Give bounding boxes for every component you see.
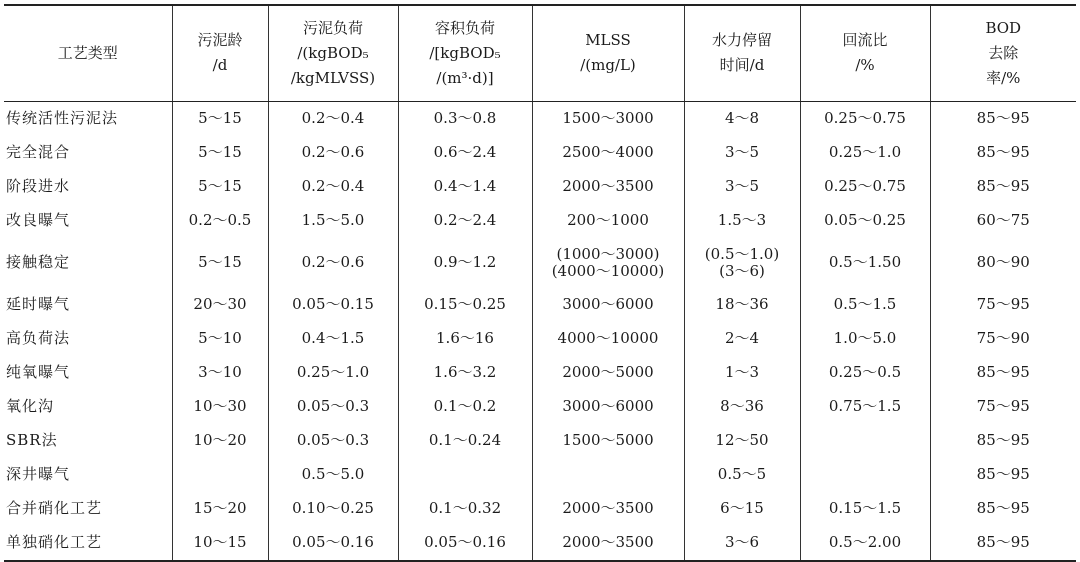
table-cell: 5～10 xyxy=(172,322,268,356)
table-cell: 10～30 xyxy=(172,390,268,424)
table-row xyxy=(4,136,1076,170)
process-type-cell: 阶段进水 xyxy=(6,177,71,195)
table-cell: 0.10～0.25 xyxy=(268,492,398,526)
table-cell: 85～95 xyxy=(930,356,1076,390)
table-cell: 0.25～0.5 xyxy=(800,356,930,390)
table-cell: 0.05～0.16 xyxy=(398,526,532,561)
table-cell: 0.4～1.4 xyxy=(398,170,532,204)
column-header-line: MLSS xyxy=(585,31,631,50)
process-parameter-table xyxy=(4,4,1076,562)
column-header xyxy=(532,5,684,101)
column-header-line: /kgMLVSS) xyxy=(290,68,376,87)
table-cell xyxy=(172,458,268,492)
table-cell: 18～36 xyxy=(684,288,800,322)
column-header xyxy=(4,5,172,101)
table-cell: 0.05～0.25 xyxy=(800,204,930,238)
column-header-line: /(m³·d)] xyxy=(436,68,494,87)
table-row xyxy=(4,458,1076,492)
process-type-cell: 高负荷法 xyxy=(6,329,71,347)
table-cell: 0.75～1.5 xyxy=(800,390,930,424)
table-cell: 5～15 xyxy=(172,170,268,204)
column-header-line: 回流比 xyxy=(842,31,888,50)
column-header-line: /% xyxy=(855,56,875,75)
table-cell: 1500～5000 xyxy=(532,424,684,458)
table-cell: 0.05～0.3 xyxy=(268,424,398,458)
process-type-cell: 延时曝气 xyxy=(6,295,71,313)
table-cell: 3～5 xyxy=(684,136,800,170)
table-cell: 15～20 xyxy=(172,492,268,526)
table-cell xyxy=(398,458,532,492)
table-body xyxy=(4,101,1076,561)
table-cell: 2000～3500 xyxy=(532,492,684,526)
column-header-line: /(kgBOD₅ xyxy=(297,43,369,62)
table-cell: 20～30 xyxy=(172,288,268,322)
table-cell: 8～36 xyxy=(684,390,800,424)
table-cell: 1500～3000 xyxy=(532,101,684,136)
table-cell: 0.4～1.5 xyxy=(268,322,398,356)
table-row xyxy=(4,356,1076,390)
table-cell: 0.1～0.32 xyxy=(398,492,532,526)
column-header-line: 污泥龄 xyxy=(197,31,243,50)
table-cell: 2000～3500 xyxy=(532,170,684,204)
table-cell: 6～15 xyxy=(684,492,800,526)
table-cell: 4～8 xyxy=(684,101,800,136)
table-cell: 0.2～0.4 xyxy=(268,101,398,136)
column-header-line: 工艺类型 xyxy=(57,43,118,62)
table-cell: 2～4 xyxy=(684,322,800,356)
column-header xyxy=(268,5,398,101)
process-type-cell: 接触稳定 xyxy=(6,253,71,271)
column-header xyxy=(800,5,930,101)
table-row xyxy=(4,492,1076,526)
process-type-cell: 合并硝化工艺 xyxy=(6,499,103,517)
table-cell: 0.2～0.6 xyxy=(268,238,398,288)
column-header-line: 水力停留 xyxy=(711,31,772,50)
table-cell: 75～90 xyxy=(930,322,1076,356)
table-cell: 1.6～3.2 xyxy=(398,356,532,390)
table-cell: 1.5～3 xyxy=(684,204,800,238)
table-cell: 85～95 xyxy=(930,136,1076,170)
table-cell: 0.2～0.5 xyxy=(172,204,268,238)
table-cell: 0.9～1.2 xyxy=(398,238,532,288)
table-cell: 0.3～0.8 xyxy=(398,101,532,136)
table-cell: 1.6～16 xyxy=(398,322,532,356)
table-cell: 0.1～0.2 xyxy=(398,390,532,424)
table-cell: 75～95 xyxy=(930,390,1076,424)
table-cell: 0.25～0.75 xyxy=(800,101,930,136)
table-cell: 0.5～1.5 xyxy=(800,288,930,322)
table-cell: 0.1～0.24 xyxy=(398,424,532,458)
table-row xyxy=(4,390,1076,424)
table-cell: 85～95 xyxy=(930,170,1076,204)
column-header-line: /(mg/L) xyxy=(580,56,636,75)
table-row xyxy=(4,170,1076,204)
table-row xyxy=(4,204,1076,238)
table-cell: 5～15 xyxy=(172,136,268,170)
table-cell: 3000～6000 xyxy=(532,390,684,424)
column-header xyxy=(398,5,532,101)
table-cell: 0.5～5.0 xyxy=(268,458,398,492)
table-cell: 0.6～2.4 xyxy=(398,136,532,170)
column-header-line: 容积负荷 xyxy=(434,18,495,37)
table-cell: 60～75 xyxy=(930,204,1076,238)
process-type-cell: 单独硝化工艺 xyxy=(4,526,172,561)
table-cell: 80～90 xyxy=(930,238,1076,288)
table-cell: 1.0～5.0 xyxy=(800,322,930,356)
table-cell: 0.25～1.0 xyxy=(800,136,930,170)
table-cell: 3～6 xyxy=(684,526,800,561)
table-cell: 85～95 xyxy=(930,492,1076,526)
table-cell: 2000～5000 xyxy=(532,356,684,390)
table-cell: 3000～6000 xyxy=(532,288,684,322)
table-cell: 1.5～5.0 xyxy=(268,204,398,238)
process-type-cell: 纯氧曝气 xyxy=(6,363,71,381)
table-cell: 2500～4000 xyxy=(532,136,684,170)
table-cell: 85～95 xyxy=(930,526,1076,561)
table-cell: 12～50 xyxy=(684,424,800,458)
table-cell xyxy=(800,458,930,492)
table-cell: 75～95 xyxy=(930,288,1076,322)
table-row xyxy=(4,526,1076,561)
multi-line-cell: (1000～3000) (4000～10000) xyxy=(532,238,684,288)
table-row xyxy=(4,322,1076,356)
table-cell: 10～20 xyxy=(172,424,268,458)
column-header-line: BOD xyxy=(985,18,1022,37)
table-cell: 3～10 xyxy=(172,356,268,390)
table-cell: 200～1000 xyxy=(532,204,684,238)
table-cell: 0.5～2.00 xyxy=(800,526,930,561)
table-cell: 5～15 xyxy=(172,101,268,136)
process-type-cell: 完全混合 xyxy=(6,143,71,161)
process-type-cell: 深井曝气 xyxy=(6,465,71,483)
table-cell: 0.2～0.4 xyxy=(268,170,398,204)
process-type-cell: 传统活性污泥法 xyxy=(6,109,119,127)
column-header-line: /[kgBOD₅ xyxy=(429,43,501,62)
table-cell: 0.05～0.3 xyxy=(268,390,398,424)
table-cell: 85～95 xyxy=(930,458,1076,492)
column-header-line: 率/% xyxy=(986,68,1021,87)
table-cell: 0.25～0.75 xyxy=(800,170,930,204)
table-cell xyxy=(532,458,684,492)
table-row xyxy=(4,424,1076,458)
table-cell: 0.5～5 xyxy=(684,458,800,492)
column-header xyxy=(172,5,268,101)
column-header xyxy=(684,5,800,101)
column-header-line: 时间/d xyxy=(719,56,765,75)
table-row xyxy=(4,288,1076,322)
table-cell: 0.5～1.50 xyxy=(800,238,930,288)
table-row xyxy=(4,101,1076,136)
column-header xyxy=(930,5,1076,101)
column-header-line: 污泥负荷 xyxy=(302,18,363,37)
table-cell: 3～5 xyxy=(684,170,800,204)
table-cell: 10～15 xyxy=(172,526,268,561)
table-cell: 5～15 xyxy=(172,238,268,288)
table-cell: 0.25～1.0 xyxy=(268,356,398,390)
table-cell: 2000～3500 xyxy=(532,526,684,561)
table-cell: 0.2～2.4 xyxy=(398,204,532,238)
table-cell: 0.2～0.6 xyxy=(268,136,398,170)
multi-line-cell: (0.5～1.0) (3～6) xyxy=(684,238,800,288)
column-header-line: /d xyxy=(212,56,228,75)
process-type-cell: SBR法 xyxy=(6,431,58,449)
column-header-line: 去除 xyxy=(988,43,1019,62)
table-cell: 0.05～0.16 xyxy=(268,526,398,561)
table-cell: 1～3 xyxy=(684,356,800,390)
table-cell: 4000～10000 xyxy=(532,322,684,356)
table-cell: 85～95 xyxy=(930,101,1076,136)
table-cell xyxy=(800,424,930,458)
process-type-cell: 改良曝气 xyxy=(6,211,71,229)
header-row xyxy=(4,5,1076,101)
table-cell: 0.05～0.15 xyxy=(268,288,398,322)
table-cell: 0.15～1.5 xyxy=(800,492,930,526)
table-cell: 0.15～0.25 xyxy=(398,288,532,322)
table-cell: 85～95 xyxy=(930,424,1076,458)
process-type-cell: 氧化沟 xyxy=(6,397,55,415)
table-row xyxy=(4,238,1076,288)
